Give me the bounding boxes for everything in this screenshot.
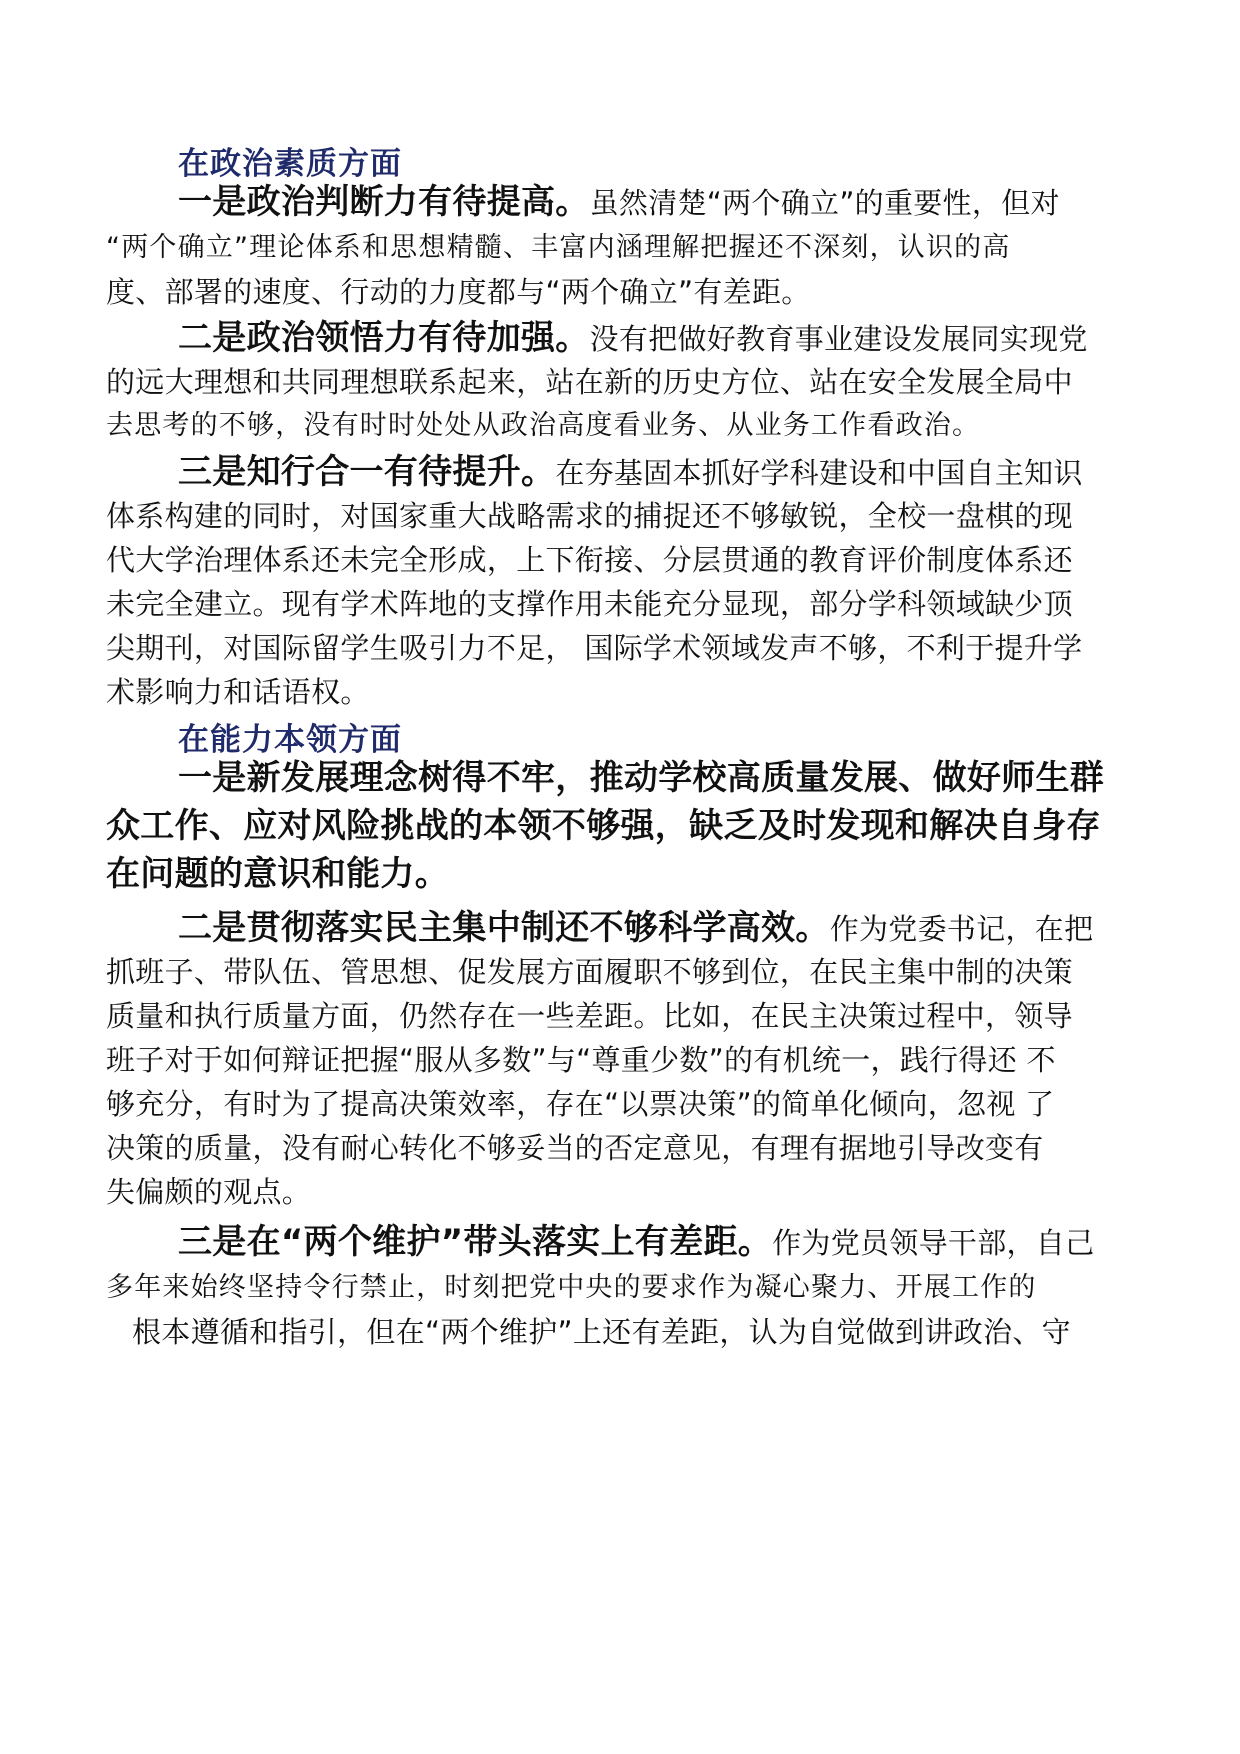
section-heading-capability: 在能力本领方面 [178,722,402,758]
paragraph-line: 在问题的意识和能力。 [106,854,449,894]
paragraph-line [178,182,1060,223]
paragraph-line [178,452,1083,493]
paragraph-text: 虽然清楚“两个确立”的重要性，但对 [589,186,1060,220]
paragraph-text: 没有把做好教育事业建设发展同实现党 [589,322,1088,356]
paragraph-line: 代大学治理体系还未完全形成，上下衔接、分层贯通的教育评价制度体系还 [106,543,1073,577]
paragraph-line: 体系构建的同时，对国家重大战略需求的捕捉还不够敏锐，全校一盘棋的现 [106,499,1073,533]
paragraph-lead: 二是贯彻落实民主集中制还不够科学高效。 [178,908,830,948]
paragraph-line: 度、部署的速度、行动的力度都与“两个确立”有差距。 [106,275,811,309]
paragraph-line: 失偏颇的观点。 [106,1175,312,1209]
paragraph-lead: 一是政治判断力有待提高。 [178,182,590,222]
paragraph-line: 未完全建立。现有学术阵地的支撑作用未能充分显现，部分学科领域缺少顶 [106,587,1073,621]
paragraph-line: 术影响力和话语权。 [106,675,370,709]
paragraph-line: 去思考的不够，没有时时处处从政治高度看业务、从业务工作看政治。 [106,410,981,441]
paragraph-text: 在夯基固本抓好学科建设和中国自主知识 [555,456,1083,490]
section-heading-political: 在政治素质方面 [178,146,402,182]
paragraph-line [178,318,1088,359]
paragraph-line: 决策的质量，没有耐心转化不够妥当的否定意见，有理有据地引导改变有 [106,1131,1044,1165]
paragraph-lead: 三是在“两个维护”带头落实上有差距。 [178,1222,773,1262]
paragraph-line: 根本遵循和指引，但在“两个维护”上还有差距，认为自觉做到讲政治、守 [132,1315,1071,1349]
paragraph-line: 的远大理想和共同理想联系起来，站在新的历史方位、站在安全发展全局中 [106,365,1073,399]
paragraph-line: “两个确立”理论体系和思想精髓、丰富内涵理解把握还不深刻，认识的高 [106,232,1011,263]
paragraph-line: 质量和执行质量方面，仍然存在一些差距。比如，在民主决策过程中，领导 [106,999,1073,1033]
paragraph-lead: 三是知行合一有待提升。 [178,452,556,492]
paragraph-line: 班子对于如何辩证把握“服从多数”与“尊重少数”的有机统一，践行得还 不 [106,1043,1056,1077]
paragraph-line: 众工作、应对风险挑战的本领不够强，缺乏及时发现和解决自身存 [106,806,1101,846]
paragraph-text: 作为党员领导干部，自己 [772,1226,1095,1260]
paragraph-line: 够充分，有时为了提高决策效率，存在“以票决策”的简单化倾向，忽视 了 [106,1087,1055,1121]
paragraph-line: 抓班子、带队伍、管思想、促发展方面履职不够到位，在民主集中制的决策 [106,955,1073,989]
paragraph-line: 尖期刊，对国际留学生吸引力不足， 国际学术领域发声不够，不利于提升学 [106,631,1083,665]
paragraph-line [178,1222,1094,1263]
paragraph-line: 一是新发展理念树得不牢，推动学校高质量发展、做好师生群 [178,758,1105,798]
paragraph-line: 多年来始终坚持令行禁止，时刻把党中央的要求作为凝心聚力、开展工作的 [106,1272,1037,1303]
paragraph-text: 作为党委书记，在把 [829,912,1094,946]
paragraph-lead: 二是政治领悟力有待加强。 [178,318,590,358]
paragraph-line [178,908,1093,949]
